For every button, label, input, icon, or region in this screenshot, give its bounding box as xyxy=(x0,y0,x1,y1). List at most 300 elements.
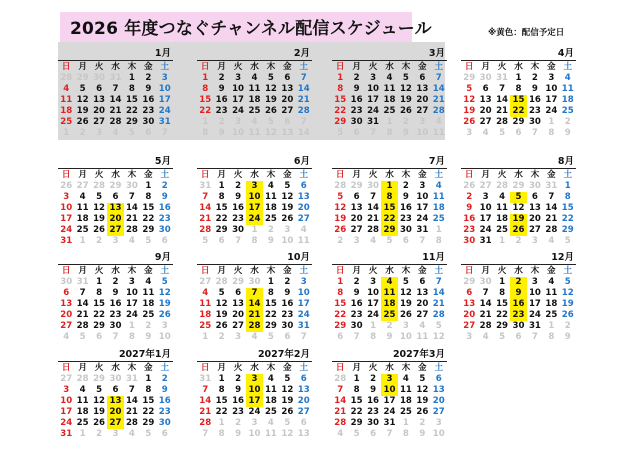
day: 6 xyxy=(482,84,489,94)
day: 30 xyxy=(512,321,525,331)
day: 21 xyxy=(432,299,445,309)
day: 14 xyxy=(125,396,138,406)
prev-month-day: 28 xyxy=(334,181,347,191)
day: 26 xyxy=(281,214,294,224)
prev-month-day: 27 xyxy=(60,374,73,384)
weekday-header: 火 xyxy=(497,266,507,276)
day: 11 xyxy=(142,288,155,298)
next-month-day: 1 xyxy=(435,225,442,235)
day: 8 xyxy=(337,288,344,298)
scheduled-day: 3 xyxy=(381,374,397,385)
month-calendar xyxy=(461,251,576,343)
day: 15 xyxy=(350,396,363,406)
day: 15 xyxy=(142,396,155,406)
weekday-header: 木 xyxy=(401,62,411,72)
next-month-day: 1 xyxy=(79,429,86,439)
day: 6 xyxy=(112,192,119,202)
day: 19 xyxy=(158,299,171,309)
day: 28 xyxy=(334,418,347,428)
weekday-header: 水 xyxy=(111,170,120,180)
day: 16 xyxy=(215,95,228,105)
day: 31 xyxy=(479,236,492,246)
day: 30 xyxy=(142,117,155,127)
day-grid xyxy=(332,363,447,440)
day: 4 xyxy=(267,374,274,384)
prev-month-day: 31 xyxy=(199,374,212,384)
day: 25 xyxy=(264,214,277,224)
day: 22 xyxy=(561,214,574,224)
day: 15 xyxy=(496,299,509,309)
day: 2 xyxy=(218,73,225,83)
day-grid xyxy=(461,266,576,343)
day: 7 xyxy=(337,385,344,395)
day: 17 xyxy=(125,299,138,309)
day: 5 xyxy=(79,84,86,94)
next-month-day: 6 xyxy=(515,332,522,342)
day: 28 xyxy=(432,310,445,320)
day: 29 xyxy=(142,225,155,235)
next-month-day: 6 xyxy=(96,332,103,342)
day-grid xyxy=(197,266,312,343)
next-month-day: 3 xyxy=(235,332,242,342)
day: 30 xyxy=(399,225,412,235)
day: 6 xyxy=(435,374,442,384)
prev-month-day: 28 xyxy=(60,73,73,83)
next-month-day: 12 xyxy=(281,429,294,439)
next-month-day: 5 xyxy=(79,332,86,342)
day: 5 xyxy=(96,385,103,395)
next-month-day: 3 xyxy=(112,429,119,439)
day: 21 xyxy=(545,214,558,224)
day: 5 xyxy=(564,277,571,287)
next-month-day: 4 xyxy=(63,332,70,342)
day: 24 xyxy=(479,225,492,235)
day: 2 xyxy=(145,73,152,83)
day: 29 xyxy=(125,117,138,127)
weekday-header: 月 xyxy=(78,363,87,373)
day: 23 xyxy=(158,407,171,417)
day: 25 xyxy=(496,225,509,235)
weekday-header: 月 xyxy=(217,363,226,373)
day: 10 xyxy=(60,396,73,406)
next-month-day: 2 xyxy=(267,225,274,235)
weekday-header: 木 xyxy=(127,363,137,373)
next-month-day: 13 xyxy=(281,128,294,138)
weekday-header: 水 xyxy=(111,62,120,72)
weekday-header: 水 xyxy=(250,266,259,276)
month-label: 2月 xyxy=(197,47,312,61)
next-month-day: 9 xyxy=(145,332,152,342)
day: 12 xyxy=(264,84,277,94)
day: 24 xyxy=(383,407,396,417)
weekday-header: 日 xyxy=(335,266,345,276)
day: 14 xyxy=(432,84,445,94)
day: 5 xyxy=(337,192,344,202)
weekday-header: 火 xyxy=(368,363,378,373)
next-month-day: 1 xyxy=(386,117,393,127)
day: 10 xyxy=(367,288,380,298)
day: 7 xyxy=(435,277,442,287)
day: 27 xyxy=(281,106,294,116)
day-grid xyxy=(332,62,447,139)
weekday-header: 金 xyxy=(283,62,292,72)
weekday-header: 木 xyxy=(127,266,137,276)
day: 11 xyxy=(264,192,277,202)
day: 29 xyxy=(350,418,363,428)
day: 21 xyxy=(334,407,347,417)
day: 18 xyxy=(399,396,412,406)
prev-month-day: 31 xyxy=(76,277,89,287)
weekday-header: 木 xyxy=(530,170,540,180)
next-month-day: 10 xyxy=(248,429,261,439)
next-month-day: 3 xyxy=(402,321,409,331)
day: 3 xyxy=(531,277,538,287)
day: 16 xyxy=(463,214,476,224)
next-month-day: 2 xyxy=(515,236,522,246)
next-month-day: 8 xyxy=(435,236,442,246)
day: 31 xyxy=(367,117,380,127)
prev-month-day: 31 xyxy=(109,73,122,83)
day: 19 xyxy=(76,106,89,116)
day: 15 xyxy=(142,203,155,213)
day: 29 xyxy=(264,321,277,331)
day: 4 xyxy=(402,374,409,384)
day: 10 xyxy=(367,84,380,94)
day: 2 xyxy=(161,374,168,384)
next-month-day: 8 xyxy=(402,429,409,439)
day: 25 xyxy=(76,225,89,235)
prev-month-day: 28 xyxy=(76,374,89,384)
next-month-day: 2 xyxy=(386,321,393,331)
weekday-header: 月 xyxy=(217,266,226,276)
weekday-header: 火 xyxy=(94,170,104,180)
day: 4 xyxy=(251,73,258,83)
day: 17 xyxy=(416,203,429,213)
day: 4 xyxy=(145,277,152,287)
day: 30 xyxy=(158,225,171,235)
weekday-header: 木 xyxy=(401,266,411,276)
month-calendar xyxy=(58,348,173,440)
day: 6 xyxy=(300,181,307,191)
next-month-day: 6 xyxy=(284,117,291,127)
day: 28 xyxy=(297,106,310,116)
day: 2 xyxy=(112,277,119,287)
day: 31 xyxy=(416,225,429,235)
day: 24 xyxy=(60,225,73,235)
page-title: 2026 年度つなぐチャンネル配信スケジュール xyxy=(70,19,432,39)
day: 9 xyxy=(161,385,168,395)
day: 10 xyxy=(479,203,492,213)
weekday-header: 月 xyxy=(217,170,226,180)
next-month-day: 4 xyxy=(128,236,135,246)
next-month-day: 9 xyxy=(235,429,242,439)
day: 8 xyxy=(145,192,152,202)
day: 16 xyxy=(109,299,122,309)
day: 31 xyxy=(383,418,396,428)
next-month-day: 4 xyxy=(419,321,426,331)
scheduled-day: 20 xyxy=(107,407,123,418)
day: 26 xyxy=(158,310,171,320)
day: 26 xyxy=(334,225,347,235)
day: 18 xyxy=(383,95,396,105)
day: 7 xyxy=(499,84,506,94)
day: 28 xyxy=(199,418,212,428)
next-month-day: 1 xyxy=(63,128,70,138)
day: 24 xyxy=(367,310,380,320)
next-month-day: 1 xyxy=(548,321,555,331)
day: 24 xyxy=(232,106,245,116)
next-month-day: 5 xyxy=(145,429,152,439)
day: 13 xyxy=(297,192,310,202)
day: 27 xyxy=(297,407,310,417)
day: 10 xyxy=(297,288,310,298)
day: 9 xyxy=(145,84,152,94)
scheduled-day: 20 xyxy=(107,214,123,225)
month-label: 2027年1月 xyxy=(58,348,173,362)
day-grid xyxy=(332,266,447,343)
day: 1 xyxy=(96,277,103,287)
day: 4 xyxy=(79,192,86,202)
day: 22 xyxy=(93,310,106,320)
day: 10 xyxy=(232,84,245,94)
next-month-day: 3 xyxy=(531,236,538,246)
day: 20 xyxy=(350,214,363,224)
day: 20 xyxy=(416,95,429,105)
scheduled-day: 22 xyxy=(510,106,526,117)
next-month-day: 9 xyxy=(386,332,393,342)
day: 9 xyxy=(218,84,225,94)
day: 14 xyxy=(125,203,138,213)
day: 24 xyxy=(125,310,138,320)
day: 29 xyxy=(334,117,347,127)
next-month-day: 10 xyxy=(158,332,171,342)
day: 9 xyxy=(353,288,360,298)
next-month-day: 8 xyxy=(548,128,555,138)
day-grid xyxy=(58,363,173,440)
day: 27 xyxy=(93,117,106,127)
prev-month-day: 30 xyxy=(367,181,380,191)
scheduled-day: 28 xyxy=(246,321,262,332)
day: 16 xyxy=(142,95,155,105)
next-month-day: 8 xyxy=(548,332,555,342)
day: 23 xyxy=(367,407,380,417)
weekday-header: 日 xyxy=(61,266,71,276)
day: 3 xyxy=(63,385,70,395)
weekday-header: 木 xyxy=(127,62,137,72)
day: 11 xyxy=(76,396,89,406)
weekday-header: 火 xyxy=(233,363,243,373)
scheduled-day: 17 xyxy=(246,396,262,407)
day: 25 xyxy=(432,214,445,224)
prev-month-day: 30 xyxy=(93,73,106,83)
day: 18 xyxy=(545,299,558,309)
next-month-day: 14 xyxy=(297,128,310,138)
next-month-day: 9 xyxy=(218,128,225,138)
day: 21 xyxy=(297,95,310,105)
day: 24 xyxy=(158,106,171,116)
day: 10 xyxy=(60,203,73,213)
day: 31 xyxy=(297,321,310,331)
day: 28 xyxy=(76,321,89,331)
day: 8 xyxy=(202,84,209,94)
day: 5 xyxy=(466,84,473,94)
weekday-header: 火 xyxy=(368,62,378,72)
day: 20 xyxy=(297,203,310,213)
next-month-day: 5 xyxy=(267,117,274,127)
weekday-header: 金 xyxy=(547,266,556,276)
day: 25 xyxy=(383,106,396,116)
weekday-header: 金 xyxy=(283,170,292,180)
day: 8 xyxy=(218,192,225,202)
day: 7 xyxy=(112,84,119,94)
day: 12 xyxy=(281,385,294,395)
day: 10 xyxy=(158,84,171,94)
day: 20 xyxy=(93,106,106,116)
prev-month-day: 28 xyxy=(334,374,347,384)
day: 10 xyxy=(125,288,138,298)
day: 18 xyxy=(561,95,574,105)
day: 6 xyxy=(63,288,70,298)
day-grid xyxy=(197,62,312,139)
day: 25 xyxy=(561,106,574,116)
day: 27 xyxy=(297,214,310,224)
day: 29 xyxy=(93,321,106,331)
month-label: 1月 xyxy=(58,47,173,61)
day: 2 xyxy=(402,181,409,191)
weekday-header: 月 xyxy=(352,62,361,72)
day: 28 xyxy=(479,321,492,331)
day: 4 xyxy=(386,73,393,83)
day: 15 xyxy=(215,396,228,406)
prev-month-day: 29 xyxy=(350,181,363,191)
scheduled-day: 23 xyxy=(510,310,526,321)
day-grid xyxy=(461,170,576,247)
next-month-day: 11 xyxy=(248,128,261,138)
day: 13 xyxy=(60,299,73,309)
next-month-day: 5 xyxy=(435,321,442,331)
day: 9 xyxy=(353,84,360,94)
next-month-day: 4 xyxy=(112,128,119,138)
day-grid xyxy=(461,62,576,139)
day-grid xyxy=(332,170,447,247)
day: 3 xyxy=(419,181,426,191)
next-month-day: 5 xyxy=(499,332,506,342)
next-month-day: 5 xyxy=(353,429,360,439)
day: 28 xyxy=(432,106,445,116)
prev-month-day: 30 xyxy=(60,277,73,287)
day: 6 xyxy=(419,73,426,83)
weekday-header: 金 xyxy=(547,170,556,180)
day: 21 xyxy=(432,95,445,105)
next-month-day: 9 xyxy=(267,236,274,246)
day: 9 xyxy=(161,192,168,202)
day: 29 xyxy=(561,225,574,235)
weekday-header: 火 xyxy=(368,170,378,180)
weekday-header: 金 xyxy=(144,266,153,276)
day: 12 xyxy=(76,95,89,105)
next-month-day: 1 xyxy=(218,418,225,428)
day: 25 xyxy=(76,418,89,428)
day: 3 xyxy=(235,73,242,83)
day: 6 xyxy=(284,73,291,83)
day: 10 xyxy=(545,84,558,94)
weekday-header: 土 xyxy=(299,170,309,180)
weekday-header: 土 xyxy=(160,266,170,276)
day: 20 xyxy=(281,95,294,105)
next-month-day: 1 xyxy=(202,117,209,127)
day: 26 xyxy=(463,117,476,127)
next-month-day: 9 xyxy=(402,128,409,138)
weekday-header: 月 xyxy=(217,62,226,72)
day: 3 xyxy=(63,192,70,202)
day: 22 xyxy=(264,310,277,320)
day: 3 xyxy=(370,73,377,83)
day: 1 xyxy=(353,374,360,384)
weekday-header: 木 xyxy=(266,170,276,180)
weekday-header: 月 xyxy=(78,62,87,72)
next-month-day: 1 xyxy=(402,418,409,428)
next-month-day: 8 xyxy=(128,332,135,342)
day: 31 xyxy=(60,236,73,246)
day: 1 xyxy=(128,73,135,83)
day: 12 xyxy=(93,203,106,213)
prev-month-day: 29 xyxy=(512,181,525,191)
next-month-day: 11 xyxy=(297,236,310,246)
day: 6 xyxy=(300,374,307,384)
day: 22 xyxy=(199,106,212,116)
weekday-header: 土 xyxy=(160,170,170,180)
day: 22 xyxy=(215,214,228,224)
next-month-day: 1 xyxy=(499,236,506,246)
day: 1 xyxy=(564,181,571,191)
next-month-day: 11 xyxy=(416,332,429,342)
scheduled-day: 3 xyxy=(246,374,262,385)
weekday-header: 金 xyxy=(418,363,427,373)
scheduled-day: 5 xyxy=(510,192,526,203)
day: 27 xyxy=(60,321,73,331)
next-month-day: 3 xyxy=(284,225,291,235)
weekday-header: 日 xyxy=(464,266,474,276)
day: 18 xyxy=(199,310,212,320)
day: 15 xyxy=(334,299,347,309)
day: 18 xyxy=(264,203,277,213)
weekday-header: 木 xyxy=(266,62,276,72)
month-label: 8月 xyxy=(461,155,576,169)
day: 12 xyxy=(281,192,294,202)
day: 16 xyxy=(281,299,294,309)
prev-month-day: 26 xyxy=(60,181,73,191)
day: 8 xyxy=(564,192,571,202)
day: 28 xyxy=(545,225,558,235)
day: 2 xyxy=(161,181,168,191)
weekday-header: 土 xyxy=(563,266,573,276)
weekday-header: 火 xyxy=(233,266,243,276)
next-month-day: 5 xyxy=(267,332,274,342)
weekday-header: 土 xyxy=(434,170,444,180)
next-month-day: 7 xyxy=(531,332,538,342)
day: 20 xyxy=(528,214,541,224)
scheduled-day: 14 xyxy=(246,299,262,310)
day: 23 xyxy=(109,310,122,320)
day: 25 xyxy=(399,407,412,417)
day-grid xyxy=(58,62,173,139)
month-label: 7月 xyxy=(332,155,447,169)
day: 5 xyxy=(267,73,274,83)
day: 23 xyxy=(463,225,476,235)
prev-month-day: 29 xyxy=(93,374,106,384)
day: 14 xyxy=(496,95,509,105)
month-calendar xyxy=(58,251,173,343)
